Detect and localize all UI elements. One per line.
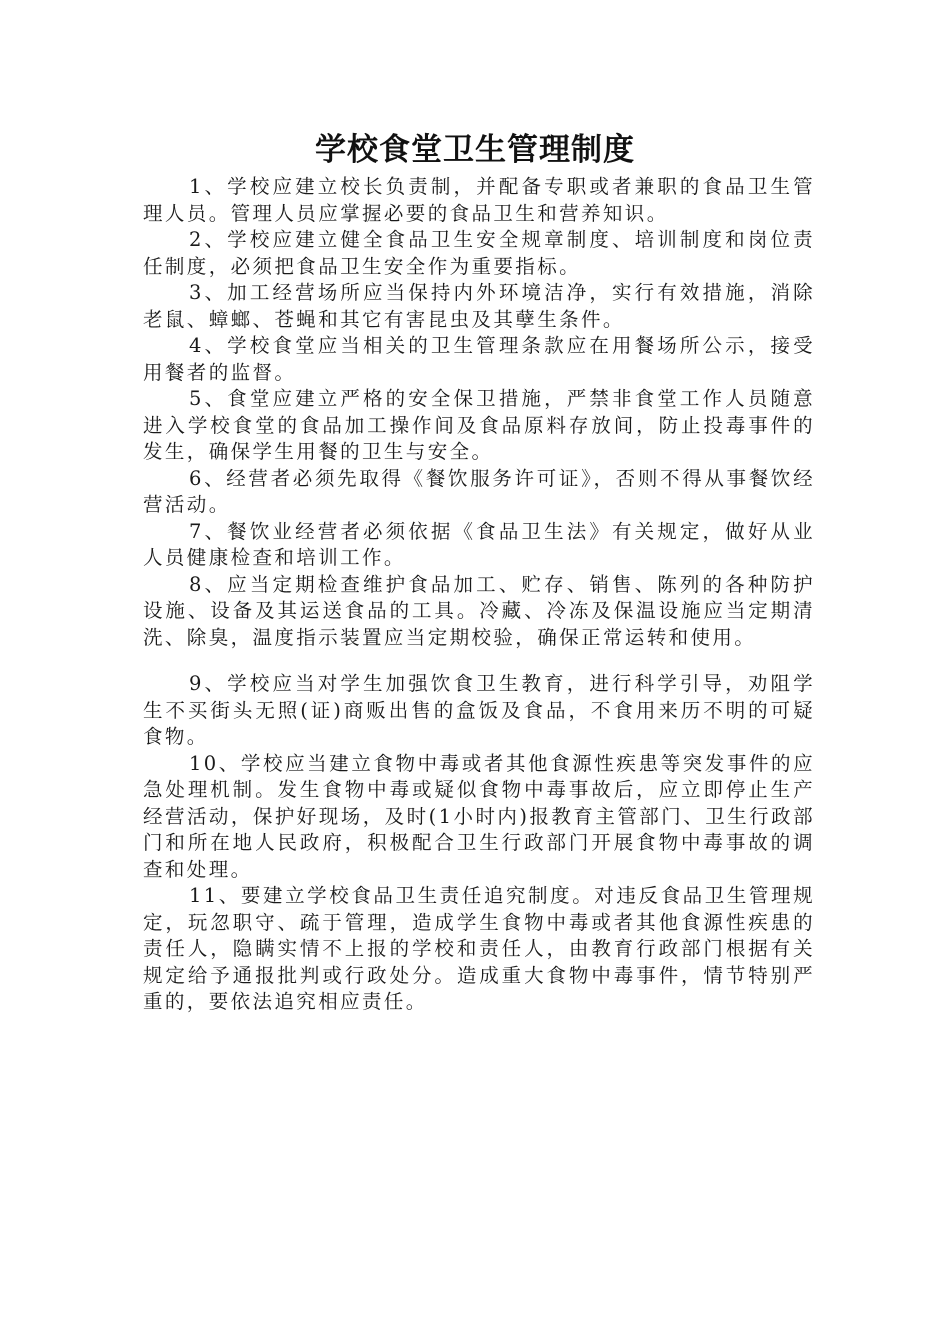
- paragraph-2: 2、学校应建立健全食品卫生安全规章制度、培训制度和岗位责任制度，必须把食品卫生安全作为重要指标。: [143, 228, 815, 278]
- document-body: [143, 174, 815, 1016]
- paragraph-10: 10、学校应当建立食物中毒或者其他食源性疾患等突发事件的应急处理机制。发生食物中毒或疑似食物中毒事故后，应立即停止生产经营活动，保护好现场，及时(1小时内)报教育主管部门、卫生行政部门和所在地人民政府，积极配合卫生行政部门开展食物中毒事故的调查和处理。: [143, 751, 815, 881]
- paragraph-11: 11、要建立学校食品卫生责任追究制度。对违反食品卫生管理规定，玩忽职守、疏于管理，造成学生食物中毒或者其他食源性疾患的责任人，隐瞒实情不上报的学校和责任人，由教育行政部门根据有关规定给予通报批判或行政处分。造成重大食物中毒事件，情节特别严重的，要依法追究相应责任。: [143, 884, 815, 1013]
- document-title: 学校食堂卫生管理制度: [315, 132, 635, 168]
- paragraph-6: 6、经营者必须先取得《餐饮服务许可证》，否则不得从事餐饮经营活动。: [143, 466, 815, 516]
- paragraph-4: 4、学校食堂应当相关的卫生管理条款应在用餐场所公示，接受用餐者的监督。: [143, 334, 815, 384]
- paragraph-7: 7、餐饮业经营者必须依据《食品卫生法》有关规定，做好从业人员健康检查和培训工作。: [143, 519, 815, 569]
- paragraph-9: 9、学校应当对学生加强饮食卫生教育，进行科学引导，劝阻学生不买街头无照(证)商贩出售的盒饭及食品，不食用来历不明的可疑食物。: [143, 672, 815, 748]
- paragraph-3: 3、加工经营场所应当保持内外环境洁净，实行有效措施，消除老鼠、蟑螂、苍蝇和其它有害昆虫及其孽生条件。: [143, 281, 815, 331]
- paragraph-8: 8、应当定期检查维护食品加工、贮存、销售、陈列的各种防护设施、设备及其运送食品的工具。冷藏、冷冻及保温设施应当定期清洗、除臭，温度指示装置应当定期校验，确保正常运转和使用。: [143, 572, 815, 649]
- paragraph-5: 5、食堂应建立严格的安全保卫措施，严禁非食堂工作人员随意进入学校食堂的食品加工操作间及食品原料存放间，防止投毒事件的发生，确保学生用餐的卫生与安全。: [143, 387, 815, 463]
- paragraph-1: 1、学校应建立校长负责制，并配备专职或者兼职的食品卫生管理人员。管理人员应掌握必要的食品卫生和营养知识。: [143, 175, 815, 225]
